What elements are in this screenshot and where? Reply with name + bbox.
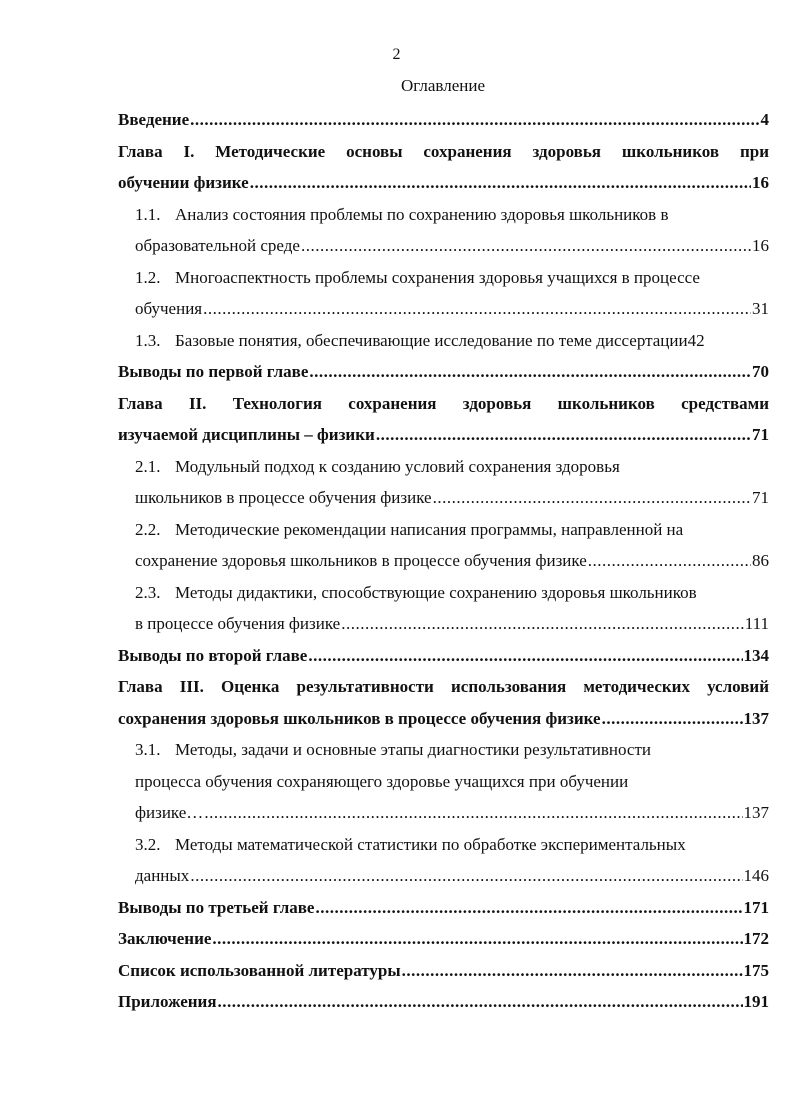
dot-leader xyxy=(203,293,751,325)
toc-entry-conclusion[interactable] xyxy=(118,923,769,955)
entry-text: данных xyxy=(135,866,190,885)
dot-leader xyxy=(402,955,743,987)
entry-page: 146 xyxy=(743,866,769,885)
toc-entry-chapter-1-cont[interactable] xyxy=(118,167,769,199)
entry-text: Методы дидактики, способствующие сохранению здоровья школьников xyxy=(175,582,697,602)
toc-entry-section-2-2-cont[interactable] xyxy=(118,545,769,577)
entry-page: 134 xyxy=(743,645,769,665)
toc-entry-chapter-2[interactable] xyxy=(118,388,769,420)
toc-entry-chapter-1[interactable] xyxy=(118,136,769,168)
toc-entry-section-3-1-cont-2[interactable] xyxy=(118,797,769,829)
entry-text: Методические рекомендации написания программы, направленной на xyxy=(175,519,684,539)
dot-leader xyxy=(341,608,744,640)
entry-text: процесса обучения сохраняющего здоровье учащихся при обучении xyxy=(135,771,629,791)
entry-text: сохранения здоровья школьников в процессе обучения физике xyxy=(118,708,601,728)
entry-page: 172 xyxy=(743,929,769,948)
toc-entry-section-2-1[interactable] xyxy=(118,451,769,483)
toc-entry-conclusions-1[interactable] xyxy=(118,356,769,388)
toc-entry-section-1-3[interactable] xyxy=(118,325,769,357)
toc-entry-section-1-2[interactable] xyxy=(118,262,769,294)
entry-text: в процессе обучения физике xyxy=(135,614,341,633)
entry-text: Заключение xyxy=(118,929,212,948)
entry-text: Многоаспектность проблемы сохранения здоровья учащихся в процессе xyxy=(175,267,700,287)
entry-page: 111 xyxy=(744,614,769,633)
toc-entry-conclusions-2[interactable] xyxy=(118,640,769,672)
dot-leader xyxy=(602,703,743,735)
entry-page: 86 xyxy=(752,551,769,570)
section-number: 1.3. xyxy=(135,330,161,350)
entry-page: 16 xyxy=(752,236,769,255)
section-number: 3.2. xyxy=(135,834,161,854)
toc-entry-chapter-2-cont[interactable] xyxy=(118,419,769,451)
page-number: 2 xyxy=(392,46,401,63)
dot-leader xyxy=(376,419,751,451)
section-number: 1.2. xyxy=(135,267,161,287)
entry-text: школьников в процессе обучения физике xyxy=(135,488,432,507)
toc-entry-section-1-1-cont[interactable] xyxy=(118,230,769,262)
toc-entry-section-2-2[interactable] xyxy=(118,514,769,546)
entry-page: 71 xyxy=(752,425,769,444)
dot-leader xyxy=(204,797,742,829)
toc-entry-section-3-1-cont[interactable] xyxy=(118,766,769,798)
dot-leader xyxy=(218,986,743,1018)
dot-leader xyxy=(308,640,742,672)
toc-entry-appendices[interactable] xyxy=(118,986,769,1018)
dot-leader xyxy=(309,356,751,388)
entry-page: 70 xyxy=(752,362,769,381)
dot-leader xyxy=(212,923,742,955)
entry-text: Модульный подход к созданию условий сохранения здоровья xyxy=(175,456,620,476)
section-number: 1.1. xyxy=(135,204,161,224)
toc-title: Оглавление xyxy=(401,76,485,95)
section-number: 2.2. xyxy=(135,519,161,539)
entry-text: Глава II. Технология сохранения здоровья школьников средствами xyxy=(118,393,769,413)
entry-text: Список использованной литературы xyxy=(118,960,401,980)
entry-text: сохранение здоровья школьников в процессе обучения физике xyxy=(135,551,587,570)
entry-page: 171 xyxy=(743,897,769,917)
entry-text: физике… xyxy=(135,803,204,822)
entry-page: 42 xyxy=(687,330,705,350)
entry-text: Приложения xyxy=(118,992,217,1011)
entry-text: Методы, задачи и основные этапы диагностики результативности xyxy=(175,740,651,759)
table-of-contents xyxy=(118,104,769,1018)
entry-page: 137 xyxy=(743,803,769,822)
toc-entry-section-2-1-cont[interactable] xyxy=(118,482,769,514)
dot-leader xyxy=(433,482,751,514)
entry-text: Введение xyxy=(118,110,190,129)
entry-text: Базовые понятия, обеспечивающие исследование по теме диссертации xyxy=(175,330,688,350)
toc-entry-chapter-3-cont[interactable] xyxy=(118,703,769,735)
dot-leader xyxy=(588,545,751,577)
section-number: 2.1. xyxy=(135,456,161,476)
entry-text: Выводы по первой главе xyxy=(118,362,309,381)
entry-text: Анализ состояния проблемы по сохранению здоровья школьников в xyxy=(175,204,669,224)
entry-page: 175 xyxy=(743,960,769,980)
entry-text: обучения xyxy=(135,299,203,318)
dot-leader xyxy=(315,892,742,924)
entry-text: Выводы по третьей главе xyxy=(118,897,315,917)
entry-text: образовательной среде xyxy=(135,236,300,255)
toc-entry-section-3-2-cont[interactable] xyxy=(118,860,769,892)
entry-page: 191 xyxy=(743,992,769,1011)
entry-text: Выводы по второй главе xyxy=(118,645,308,665)
dot-leader xyxy=(250,167,751,199)
entry-page: 16 xyxy=(752,173,769,192)
toc-entry-section-3-2[interactable] xyxy=(118,829,769,861)
section-number: 3.1. xyxy=(135,740,161,759)
toc-entry-section-1-1[interactable] xyxy=(118,199,769,231)
entry-text: изучаемой дисциплины – физики xyxy=(118,425,375,444)
entry-text: Глава III. Оценка результативности использования методических условий xyxy=(118,677,769,696)
entry-text: обучении физике xyxy=(118,173,249,192)
toc-entry-chapter-3[interactable] xyxy=(118,671,769,703)
toc-entry-section-1-2-cont[interactable] xyxy=(118,293,769,325)
toc-entry-section-3-1[interactable] xyxy=(118,734,769,766)
dot-leader xyxy=(190,860,742,892)
entry-page: 4 xyxy=(760,110,769,129)
dot-leader xyxy=(301,230,751,262)
entry-page: 71 xyxy=(752,488,769,507)
dot-leader xyxy=(190,104,759,136)
entry-page: 137 xyxy=(743,708,769,728)
toc-entry-introduction[interactable] xyxy=(118,104,769,136)
toc-entry-section-2-3[interactable] xyxy=(118,577,769,609)
toc-entry-conclusions-3[interactable] xyxy=(118,892,769,924)
entry-text: Глава I. Методические основы сохранения здоровья школьников при xyxy=(118,141,769,161)
toc-entry-references[interactable] xyxy=(118,955,769,987)
toc-entry-section-2-3-cont[interactable] xyxy=(118,608,769,640)
section-number: 2.3. xyxy=(135,582,161,602)
entry-page: 31 xyxy=(752,299,769,318)
entry-text: Методы математической статистики по обработке экспериментальных xyxy=(175,834,686,854)
